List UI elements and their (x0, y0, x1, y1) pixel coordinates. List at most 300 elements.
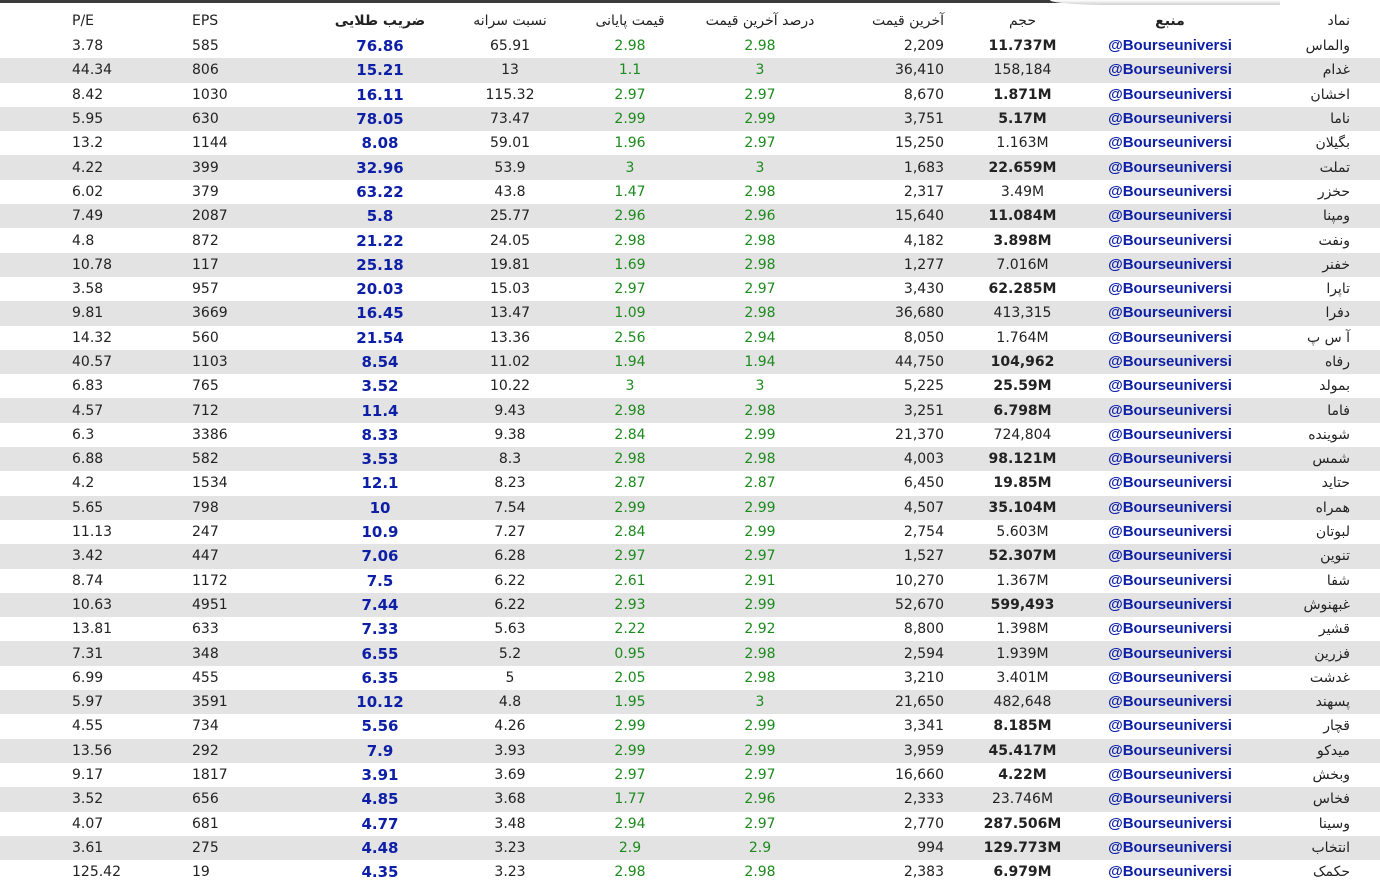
header-close-price[interactable]: قیمت پایانی (595, 13, 665, 29)
volume-cell: 5.17M (960, 107, 1085, 131)
last-percent-cell: 2.99 (690, 496, 830, 520)
per-capita-cell: 3.48 (494, 815, 526, 832)
last-price-cell: 1,527 (830, 544, 960, 568)
per-capita-cell: 5 (505, 669, 515, 686)
symbol-cell: آ س پ (1306, 329, 1350, 346)
table-row[interactable] (0, 131, 1380, 155)
source-cell[interactable]: @Bourseuniversi (1085, 301, 1255, 325)
close-price-cell: 2.97 (614, 281, 646, 298)
eps-cell: 957 (192, 281, 219, 298)
eps-cell: 1534 (192, 475, 228, 492)
symbol-cell: تنوین (1255, 544, 1380, 568)
volume-cell: 1.871M (993, 86, 1052, 103)
gold-ratio-cell: 7.44 (310, 593, 450, 617)
per-capita-cell: 3.68 (450, 787, 570, 811)
last-price-cell: 1,277 (830, 253, 960, 277)
volume-cell: 45.417M (960, 739, 1085, 763)
last-price-cell: 3,251 (830, 398, 960, 422)
volume-cell: 11.737M (988, 38, 1057, 55)
close-price-cell: 2.99 (570, 739, 690, 763)
table-row[interactable] (0, 496, 1380, 520)
source-cell[interactable]: @Bourseuniversi (1085, 641, 1255, 665)
table-row[interactable] (0, 326, 1380, 350)
gold-ratio-cell: 4.48 (310, 836, 450, 860)
source-cell[interactable]: @Bourseuniversi (1108, 717, 1232, 735)
gold-ratio-cell: 7.33 (361, 620, 399, 639)
gold-ratio-cell: 32.96 (310, 155, 450, 179)
last-price-cell: 994 (830, 836, 960, 860)
pe-cell: 4.57 (0, 398, 190, 422)
close-price-cell: 3 (625, 378, 635, 395)
table-row[interactable] (0, 544, 1380, 568)
gold-ratio-cell: 7.06 (310, 544, 450, 568)
volume-cell: 8.185M (993, 718, 1052, 735)
per-capita-cell: 13.36 (489, 329, 531, 346)
volume-cell: 22.659M (960, 155, 1085, 179)
per-capita-cell: 13 (450, 58, 570, 82)
eps-cell: 2087 (190, 204, 310, 228)
close-price-cell: 2.98 (614, 232, 646, 249)
pe-cell: 7.31 (0, 641, 190, 665)
per-capita-cell: 9.43 (450, 398, 570, 422)
last-percent-cell: 2.99 (690, 593, 830, 617)
header-last-percent[interactable]: درصد آخرین قیمت (705, 13, 815, 29)
volume-cell: 98.121M (960, 447, 1085, 471)
per-capita-cell: 6.22 (494, 572, 526, 589)
volume-cell: 1.398M (996, 621, 1049, 638)
source-cell[interactable]: @Bourseuniversi (1108, 766, 1232, 784)
close-price-cell: 2.98 (570, 398, 690, 422)
close-price-cell: 1.47 (614, 183, 646, 200)
gold-ratio-cell: 8.08 (361, 134, 399, 153)
volume-cell: 25.59M (993, 378, 1052, 395)
source-cell[interactable]: @Bourseuniversi (1085, 690, 1255, 714)
last-price-cell: 21,650 (830, 690, 960, 714)
eps-cell: 630 (190, 107, 310, 131)
close-price-cell: 2.61 (614, 572, 646, 589)
close-price-cell: 1.69 (570, 253, 690, 277)
per-capita-cell: 13.47 (450, 301, 570, 325)
volume-cell: 482,648 (960, 690, 1085, 714)
per-capita-cell: 6.28 (450, 544, 570, 568)
last-percent-cell: 2.92 (744, 621, 776, 638)
last-price-cell: 3,430 (903, 281, 944, 298)
close-price-cell: 2.97 (614, 767, 646, 784)
table-row[interactable] (0, 423, 1380, 447)
gold-ratio-cell: 20.03 (356, 280, 404, 299)
symbol-cell: شمس (1255, 447, 1380, 471)
table-row[interactable] (0, 204, 1380, 228)
pe-cell: 4.07 (72, 815, 104, 832)
last-price-cell: 52,670 (830, 593, 960, 617)
table-row[interactable] (0, 812, 1380, 836)
pe-cell: 3.52 (0, 787, 190, 811)
per-capita-cell: 10.22 (489, 378, 531, 395)
per-capita-cell: 15.03 (489, 281, 531, 298)
pe-cell: 40.57 (0, 350, 190, 374)
table-row[interactable] (0, 520, 1380, 544)
table-row[interactable] (0, 155, 1380, 179)
pe-cell: 3.42 (0, 544, 190, 568)
eps-cell: 19 (192, 864, 210, 881)
volume-cell: 52.307M (960, 544, 1085, 568)
close-price-cell: 2.99 (570, 107, 690, 131)
last-price-cell: 36,410 (830, 58, 960, 82)
symbol-cell: شوینده (1308, 426, 1350, 443)
symbol-cell: ونفت (1318, 232, 1350, 249)
last-price-cell: 2,770 (903, 815, 944, 832)
symbol-cell: حکمک (1312, 864, 1350, 881)
pe-cell: 4.2 (72, 475, 95, 492)
gold-ratio-cell: 4.35 (361, 863, 399, 882)
header-eps[interactable]: EPS (192, 13, 219, 29)
source-cell[interactable]: @Bourseuniversi (1085, 836, 1255, 860)
last-price-cell: 2,209 (903, 38, 944, 55)
volume-cell: 35.104M (960, 496, 1085, 520)
eps-cell: 798 (190, 496, 310, 520)
table-row[interactable] (0, 34, 1380, 58)
eps-cell: 1030 (192, 86, 228, 103)
last-percent-cell: 2.98 (744, 232, 776, 249)
source-cell[interactable]: @Bourseuniversi (1108, 134, 1232, 152)
volume-cell: 413,315 (960, 301, 1085, 325)
close-price-cell: 2.98 (614, 864, 646, 881)
gold-ratio-cell: 15.21 (310, 58, 450, 82)
eps-cell: 1144 (192, 135, 228, 152)
last-price-cell: 21,370 (895, 426, 944, 443)
close-price-cell: 2.9 (570, 836, 690, 860)
close-price-cell: 2.56 (614, 329, 646, 346)
eps-cell: 379 (192, 183, 219, 200)
pe-cell: 14.32 (72, 329, 113, 346)
pe-cell: 9.17 (72, 767, 104, 784)
source-cell[interactable]: @Bourseuniversi (1108, 182, 1232, 200)
table-row[interactable] (0, 617, 1380, 641)
source-cell[interactable]: @Bourseuniversi (1085, 398, 1255, 422)
source-cell[interactable]: @Bourseuniversi (1108, 863, 1232, 881)
last-percent-cell: 2.98 (690, 253, 830, 277)
last-percent-cell: 2.99 (744, 718, 776, 735)
table-row[interactable] (0, 83, 1380, 107)
last-price-cell: 2,383 (903, 864, 944, 881)
symbol-cell: والماس (1305, 38, 1350, 55)
per-capita-cell: 53.9 (450, 155, 570, 179)
table-row[interactable] (0, 690, 1380, 714)
last-percent-cell: 2.99 (744, 524, 776, 541)
source-cell[interactable]: @Bourseuniversi (1108, 85, 1232, 103)
symbol-cell: میدکو (1255, 739, 1380, 763)
eps-cell: 292 (190, 739, 310, 763)
source-cell[interactable]: @Bourseuniversi (1085, 58, 1255, 82)
table-row[interactable] (0, 350, 1380, 374)
gold-ratio-cell: 3.91 (361, 766, 399, 785)
gold-ratio-cell: 7.5 (366, 571, 394, 590)
last-percent-cell: 2.96 (690, 204, 830, 228)
last-percent-cell: 2.99 (690, 739, 830, 763)
source-cell[interactable]: @Bourseuniversi (1108, 523, 1232, 541)
table-row[interactable] (0, 739, 1380, 763)
source-cell[interactable]: @Bourseuniversi (1108, 328, 1232, 346)
per-capita-cell: 6.22 (450, 593, 570, 617)
header-volume[interactable]: حجم (1008, 13, 1036, 29)
table-row[interactable] (0, 398, 1380, 422)
last-price-cell: 5,225 (903, 378, 944, 395)
source-cell[interactable]: @Bourseuniversi (1085, 787, 1255, 811)
table-row[interactable] (0, 569, 1380, 593)
source-cell[interactable]: @Bourseuniversi (1085, 739, 1255, 763)
per-capita-cell: 5.2 (450, 641, 570, 665)
per-capita-cell: 4.26 (494, 718, 526, 735)
volume-cell: 3.49M (1000, 183, 1045, 200)
eps-cell: 765 (192, 378, 219, 395)
last-price-cell: 4,507 (830, 496, 960, 520)
close-price-cell: 2.22 (614, 621, 646, 638)
pe-cell: 4.8 (72, 232, 95, 249)
pe-cell: 13.56 (0, 739, 190, 763)
close-price-cell: 2.97 (614, 86, 646, 103)
pe-cell: 6.83 (72, 378, 104, 395)
table-row[interactable] (0, 301, 1380, 325)
eps-cell: 3669 (190, 301, 310, 325)
volume-cell: 3.898M (993, 232, 1052, 249)
volume-cell: 5.603M (996, 524, 1049, 541)
last-price-cell: 8,670 (903, 86, 944, 103)
table-row[interactable] (0, 447, 1380, 471)
close-price-cell: 2.97 (570, 544, 690, 568)
source-cell[interactable]: @Bourseuniversi (1108, 668, 1232, 686)
symbol-cell: فخاس (1255, 787, 1380, 811)
eps-cell: 455 (192, 669, 219, 686)
per-capita-cell: 5.63 (494, 621, 526, 638)
last-price-cell: 1,683 (830, 155, 960, 179)
volume-cell: 6.798M (960, 398, 1085, 422)
source-cell[interactable]: @Bourseuniversi (1108, 231, 1232, 249)
eps-cell: 806 (190, 58, 310, 82)
pe-cell: 6.99 (72, 669, 104, 686)
table-row[interactable] (0, 253, 1380, 277)
eps-cell: 560 (192, 329, 219, 346)
eps-cell: 117 (190, 253, 310, 277)
last-price-cell: 4,182 (903, 232, 944, 249)
last-percent-cell: 2.97 (744, 86, 776, 103)
volume-cell: 1.939M (960, 641, 1085, 665)
gold-ratio-cell: 16.11 (356, 85, 404, 104)
last-price-cell: 16,660 (895, 767, 944, 784)
volume-cell: 599,493 (960, 593, 1085, 617)
table-row[interactable] (0, 107, 1380, 131)
pe-cell: 8.42 (72, 86, 104, 103)
source-cell[interactable]: @Bourseuniversi (1085, 496, 1255, 520)
table-row[interactable] (0, 860, 1380, 884)
last-percent-cell: 2.97 (744, 281, 776, 298)
symbol-cell: پسهند (1255, 690, 1380, 714)
per-capita-cell: 7.27 (494, 524, 526, 541)
source-cell[interactable]: @Bourseuniversi (1085, 253, 1255, 277)
table-row[interactable] (0, 277, 1380, 301)
close-price-cell: 1.95 (570, 690, 690, 714)
volume-cell: 1.367M (996, 572, 1049, 589)
header-per-capita[interactable]: نسبت سرانه (473, 13, 547, 29)
table-row[interactable] (0, 666, 1380, 690)
table-row[interactable] (0, 787, 1380, 811)
source-cell[interactable]: @Bourseuniversi (1085, 350, 1255, 374)
close-price-cell: 1.1 (570, 58, 690, 82)
symbol-cell: حتاید (1321, 475, 1350, 492)
source-cell[interactable]: @Bourseuniversi (1108, 571, 1232, 589)
volume-cell: 287.506M (983, 815, 1062, 832)
gold-ratio-cell: 4.85 (310, 787, 450, 811)
symbol-cell: حخزر (1317, 183, 1350, 200)
symbol-cell: غدشت (1309, 669, 1350, 686)
pe-cell: 44.34 (0, 58, 190, 82)
source-cell[interactable]: @Bourseuniversi (1085, 544, 1255, 568)
symbol-cell: فاما (1255, 398, 1380, 422)
symbol-cell: شفا (1326, 572, 1350, 589)
close-price-cell: 1.77 (570, 787, 690, 811)
eps-cell: 3386 (192, 426, 228, 443)
pe-cell: 125.42 (72, 864, 121, 881)
gold-ratio-cell: 76.86 (356, 37, 404, 56)
volume-cell: 11.084M (960, 204, 1085, 228)
pe-cell: 10.63 (0, 593, 190, 617)
pe-cell: 3.61 (0, 836, 190, 860)
source-cell[interactable]: @Bourseuniversi (1108, 620, 1232, 638)
symbol-cell: وبخش (1312, 767, 1350, 784)
last-percent-cell: 2.97 (690, 544, 830, 568)
gold-ratio-cell: 7.9 (310, 739, 450, 763)
last-price-cell: 2,333 (830, 787, 960, 811)
per-capita-cell: 4.8 (450, 690, 570, 714)
symbol-cell: همراه (1255, 496, 1380, 520)
per-capita-cell: 3.23 (450, 836, 570, 860)
eps-cell: 681 (192, 815, 219, 832)
table-row[interactable] (0, 374, 1380, 398)
eps-cell: 4951 (190, 593, 310, 617)
table-row[interactable] (0, 228, 1380, 252)
pe-cell: 6.02 (72, 183, 104, 200)
eps-cell: 247 (192, 524, 219, 541)
last-price-cell: 2,594 (830, 641, 960, 665)
volume-cell: 23.746M (960, 787, 1085, 811)
close-price-cell: 2.05 (614, 669, 646, 686)
last-percent-cell: 3 (690, 155, 830, 179)
last-percent-cell: 2.94 (744, 329, 776, 346)
gold-ratio-cell: 6.55 (310, 641, 450, 665)
pe-cell: 5.97 (0, 690, 190, 714)
last-price-cell: 36,680 (830, 301, 960, 325)
source-cell[interactable]: @Bourseuniversi (1108, 814, 1232, 832)
per-capita-cell: 59.01 (489, 135, 531, 152)
last-percent-cell: 2.97 (744, 815, 776, 832)
symbol-cell: انتخاب (1255, 836, 1380, 860)
gold-ratio-cell: 11.4 (310, 398, 450, 422)
per-capita-cell: 8.23 (494, 475, 526, 492)
symbol-cell: بگیلان (1315, 135, 1350, 152)
source-cell[interactable]: @Bourseuniversi (1085, 107, 1255, 131)
close-price-cell: 2.84 (614, 524, 646, 541)
header-pe[interactable]: P/E (72, 13, 95, 29)
last-percent-cell: 2.97 (744, 767, 776, 784)
pe-cell: 4.22 (0, 155, 190, 179)
last-percent-cell: 2.9 (690, 836, 830, 860)
header-row (0, 8, 1380, 34)
gold-ratio-cell: 10.9 (361, 523, 399, 542)
source-cell[interactable]: @Bourseuniversi (1108, 474, 1232, 492)
table-row[interactable] (0, 763, 1380, 787)
gold-ratio-cell: 5.8 (310, 204, 450, 228)
eps-cell: 582 (190, 447, 310, 471)
gold-ratio-cell: 21.54 (356, 328, 404, 347)
gold-ratio-cell: 25.18 (310, 253, 450, 277)
source-cell[interactable]: @Bourseuniversi (1085, 155, 1255, 179)
table-row[interactable] (0, 471, 1380, 495)
source-cell[interactable]: @Bourseuniversi (1108, 425, 1232, 443)
last-percent-cell: 2.98 (744, 864, 776, 881)
last-price-cell: 15,250 (895, 135, 944, 152)
last-price-cell: 2,754 (903, 524, 944, 541)
eps-cell: 656 (190, 787, 310, 811)
close-price-cell: 1.09 (570, 301, 690, 325)
gold-ratio-cell: 10.12 (310, 690, 450, 714)
source-cell[interactable]: @Bourseuniversi (1085, 204, 1255, 228)
source-cell[interactable]: @Bourseuniversi (1108, 37, 1232, 55)
stock-table (0, 8, 1380, 884)
last-percent-cell: 2.98 (690, 301, 830, 325)
symbol-cell: ومپنا (1255, 204, 1380, 228)
last-percent-cell: 3 (690, 58, 830, 82)
pe-cell: 8.74 (72, 572, 104, 589)
pe-cell: 11.13 (72, 524, 113, 541)
last-percent-cell: 2.96 (690, 787, 830, 811)
close-price-cell: 1.94 (570, 350, 690, 374)
eps-cell: 1172 (192, 572, 228, 589)
close-price-cell: 2.98 (614, 38, 646, 55)
source-cell[interactable]: @Bourseuniversi (1108, 377, 1232, 395)
symbol-cell: دفرا (1255, 301, 1380, 325)
last-percent-cell: 2.87 (744, 475, 776, 492)
last-price-cell: 3,210 (903, 669, 944, 686)
table-row[interactable] (0, 714, 1380, 738)
source-cell[interactable]: @Bourseuniversi (1085, 447, 1255, 471)
per-capita-cell: 73.47 (450, 107, 570, 131)
per-capita-cell: 3.23 (494, 864, 526, 881)
gold-ratio-cell: 3.52 (361, 377, 399, 396)
source-cell[interactable]: @Bourseuniversi (1085, 593, 1255, 617)
close-price-cell: 2.98 (570, 447, 690, 471)
table-row[interactable] (0, 836, 1380, 860)
per-capita-cell: 11.02 (450, 350, 570, 374)
gold-ratio-cell: 3.53 (310, 447, 450, 471)
per-capita-cell: 65.91 (489, 38, 531, 55)
gold-ratio-cell: 63.22 (356, 182, 404, 201)
symbol-cell: قشیر (1318, 621, 1350, 638)
header-source[interactable]: منبع (1155, 13, 1185, 29)
last-percent-cell: 2.98 (690, 447, 830, 471)
header-last-price[interactable]: آخرین قیمت (871, 13, 944, 29)
volume-cell: 7.016M (960, 253, 1085, 277)
last-percent-cell: 2.91 (744, 572, 776, 589)
header-gold-ratio[interactable]: ضریب طلایی (334, 13, 426, 29)
source-cell[interactable]: @Bourseuniversi (1108, 280, 1232, 298)
table-row[interactable] (0, 180, 1380, 204)
pe-cell: 13.2 (72, 135, 104, 152)
pe-cell: 13.81 (72, 621, 113, 638)
header-symbol[interactable]: نماد (1327, 13, 1350, 29)
close-price-cell: 2.96 (570, 204, 690, 228)
table-row[interactable] (0, 641, 1380, 665)
table-row[interactable] (0, 58, 1380, 82)
table-row[interactable] (0, 593, 1380, 617)
